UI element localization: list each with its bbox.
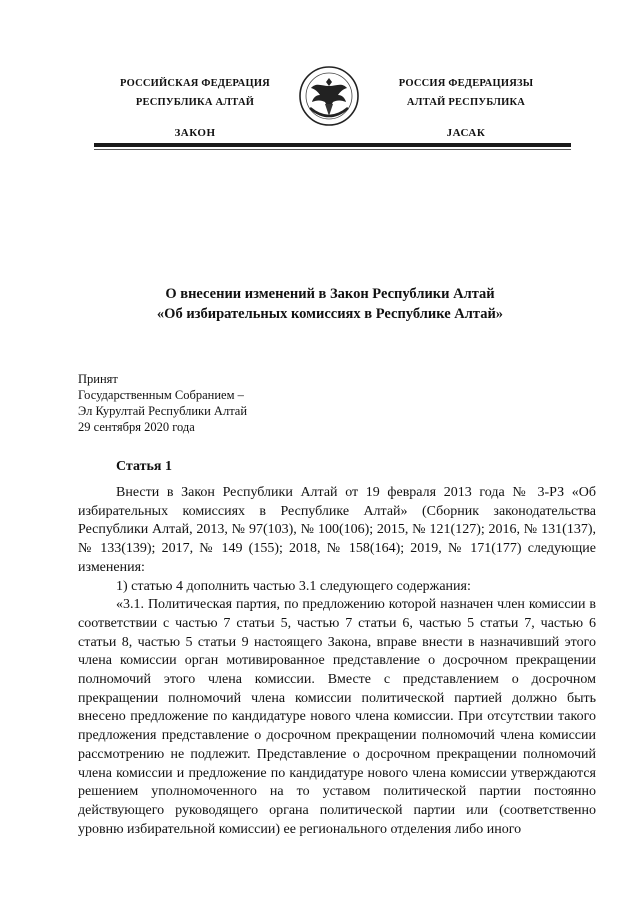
header-divider-thin [94,149,571,150]
coat-of-arms-icon [298,64,360,128]
adoption-line3: Эл Курултай Республики Алтай [78,404,248,418]
header-left-line1: РОССИЙСКАЯ ФЕДЕРАЦИЯ [120,78,270,89]
header-right-law: JАСАК [446,127,486,139]
adoption-date: 29 сентября 2020 года [78,420,195,434]
article-paragraph: 1) статью 4 дополнить частью 3.1 следующего содержания: [116,578,471,594]
article-paragraph: Внести в Закон Республики Алтай от 19 февраля 2013 года № 3-РЗ «Об избирательных комиссиях в Республике Алтай» (Сборник законодательства Республики Алтай, 2013, № 97(103), № 100(106); 2015, № 121(127); 2016, № 131(137), № 133(139); 2017, № 149 (155); 2018, № 158(164); 2019, № 171(177) следующие изменения: [78,485,596,575]
document-title [60,284,600,324]
header-right-line2: АЛТАЙ РЕСПУБЛИКА [406,97,526,108]
header-divider [94,143,571,147]
adoption-line1: Принят [78,372,118,386]
header-left-line2: РЕСПУБЛИКА АЛТАЙ [135,97,255,108]
document-title-line1: О внесении изменений в Закон Республики Алтай [165,286,495,302]
adoption-block [78,371,378,435]
document-title-line2: «Об избирательных комиссиях в Республике Алтай» [156,306,504,322]
header-right [376,74,556,143]
header-left [105,74,285,143]
header-right-line1: РОССИЯ ФЕДЕРАЦИЯЗЫ [398,78,534,89]
article-paragraph: «3.1. Политическая партия, по предложению которой назначен член комиссии в соответствии с частью 7 статьи 5, частью 7 статьи 6, частью 5 статьи 7, частью 6 статьи 8, частью 5 статьи 9 настоящего Закона, вправе внести в назначивший этого члена комиссии орган мотивированное представление о досрочном прекращении полномочий этого члена комиссии. Вместе с представлением о досрочном прекращении полномочий члена комиссии политической партией должно быть внесено предложение по кандидатуре нового члена комиссии. При отсутствии такого предложения представление о досрочном прекращении полномочий члена комиссии рассмотрению не подлежит. Представление о досрочном прекращении полномочий члена комиссии и предложение по кандидатуре нового члена комиссии утверждаются решением уполномоченного на то уставом политической партии постоянно действующего руководящего органа политической партии или (соответственно уровню избирательной комиссии) ее регионального отделения либо иного [78,597,596,837]
adoption-line2: Государственным Собранием – [78,388,244,402]
article-body [78,484,596,839]
article-heading: Статья 1 [116,459,172,474]
header-left-law: ЗАКОН [174,127,216,139]
